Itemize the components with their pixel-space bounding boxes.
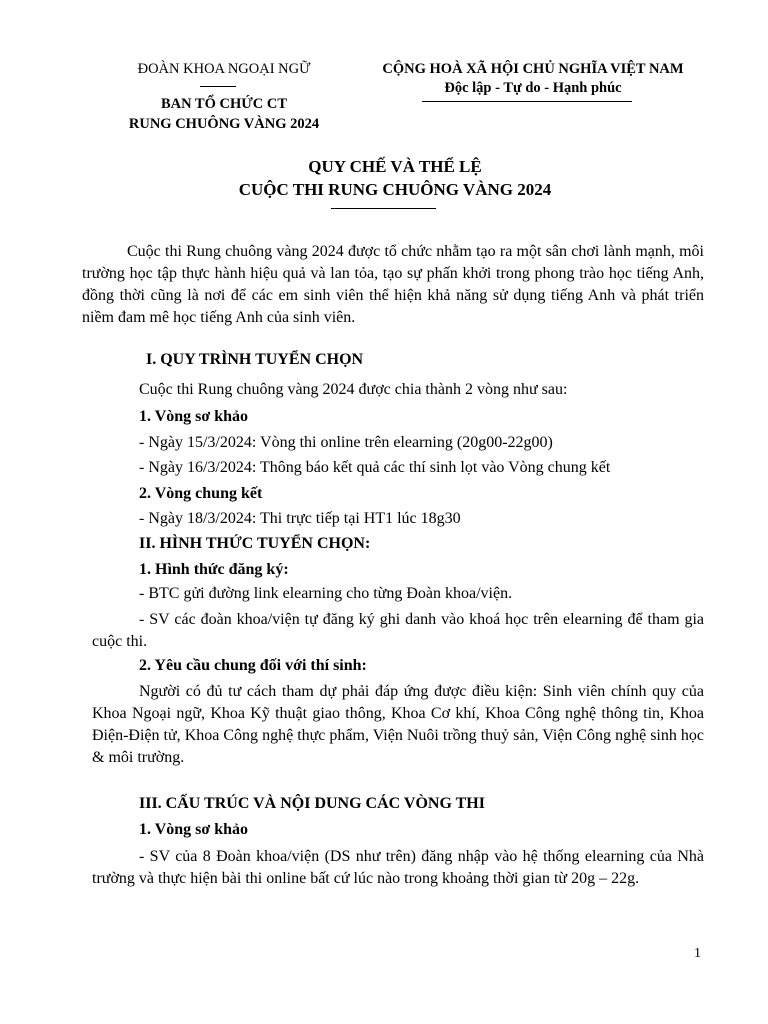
section1-round1-item2: - Ngày 16/3/2024: Thông báo kết quả các thí sinh lọt vào Vòng chung kết [139, 459, 611, 476]
section1-heading: I. QUY TRÌNH TUYỂN CHỌN [146, 351, 364, 368]
section3-round1-heading: 1. Vòng sơ khảo [139, 821, 249, 838]
title-underline [331, 208, 436, 209]
section1-round1-item1: - Ngày 15/3/2024: Vòng thi online trên elearning (20g00-22g00) [139, 434, 553, 451]
left-org-name: ĐOÀN KHOA NGOẠI NGỮ [137, 61, 311, 77]
section2-registration-heading: 1. Hình thức đăng ký: [139, 561, 289, 578]
document-title-line1: QUY CHẾ VÀ THỂ LỆ [308, 157, 482, 176]
intro-paragraph: Cuộc thi Rung chuông vàng 2024 được tổ chức nhằm tạo ra một sân chơi lành mạnh, môi trường học tập thực hành hiệu quả và lan tỏa, tạo sự phấn khởi trong phong trào học tiếng Anh, đồng thời cũng là nơi để các em sinh viên thể hiện khả năng sử dụng tiếng Anh và phát triển niềm đam mê học tiếng Anh của sinh viên. [82, 243, 704, 326]
section1-round2-item1: - Ngày 18/3/2024: Thi trực tiếp tại HT1 lúc 18g30 [139, 510, 461, 527]
right-motto: Độc lập - Tự do - Hạnh phúc [444, 80, 622, 96]
section1-round2-heading: 2. Vòng chung kết [139, 485, 263, 502]
section3-heading: III. CẤU TRÚC VÀ NỘI DUNG CÁC VÒNG THI [139, 795, 485, 812]
left-committee-line2: RUNG CHUÔNG VÀNG 2024 [128, 116, 320, 132]
section1-round1-heading: 1. Vòng sơ khảo [139, 408, 249, 425]
section3-round1-text: - SV của 8 Đoàn khoa/viện (DS như trên) đăng nhập vào hệ thống elearning của Nhà trường và thực hiện bài thi online bất cứ lúc nào trong khoảng thời gian từ 20g – 22g. [92, 848, 704, 887]
left-org-underline [200, 86, 236, 87]
section2-requirements-text: Người có đủ tư cách tham dự phải đáp ứng được điều kiện: Sinh viên chính quy của Khoa Ngoại ngữ, Khoa Kỹ thuật giao thông, Khoa Cơ khí, Khoa Công nghệ thông tin, Khoa Điện-Điện tử, Khoa Công nghệ thực phẩm, Viện Nuôi trồng thuỷ sản, Viện Công nghệ sinh học & môi trường. [92, 683, 704, 766]
right-motto-underline [422, 101, 632, 102]
section2-registration-item2: - SV các đoàn khoa/viện tự đăng ký ghi danh vào khoá học trên elearning để tham gia cuộc thi. [92, 611, 704, 650]
section2-registration-item1: - BTC gửi đường link elearning cho từng Đoàn khoa/viện. [139, 585, 513, 602]
section2-requirements-heading: 2. Yêu cầu chung đối với thí sinh: [139, 657, 367, 674]
page-number: 1 [694, 946, 701, 961]
section2-heading: II. HÌNH THỨC TUYỂN CHỌN: [139, 535, 371, 552]
right-country-name: CỘNG HOÀ XÃ HỘI CHỦ NGHĨA VIỆT NAM [382, 61, 684, 77]
section1-lead: Cuộc thi Rung chuông vàng 2024 được chia thành 2 vòng như sau: [139, 381, 568, 398]
left-committee-line1: BAN TỔ CHỨC CT [160, 96, 288, 112]
document-title-line2: CUỘC THI RUNG CHUÔNG VÀNG 2024 [238, 180, 552, 199]
